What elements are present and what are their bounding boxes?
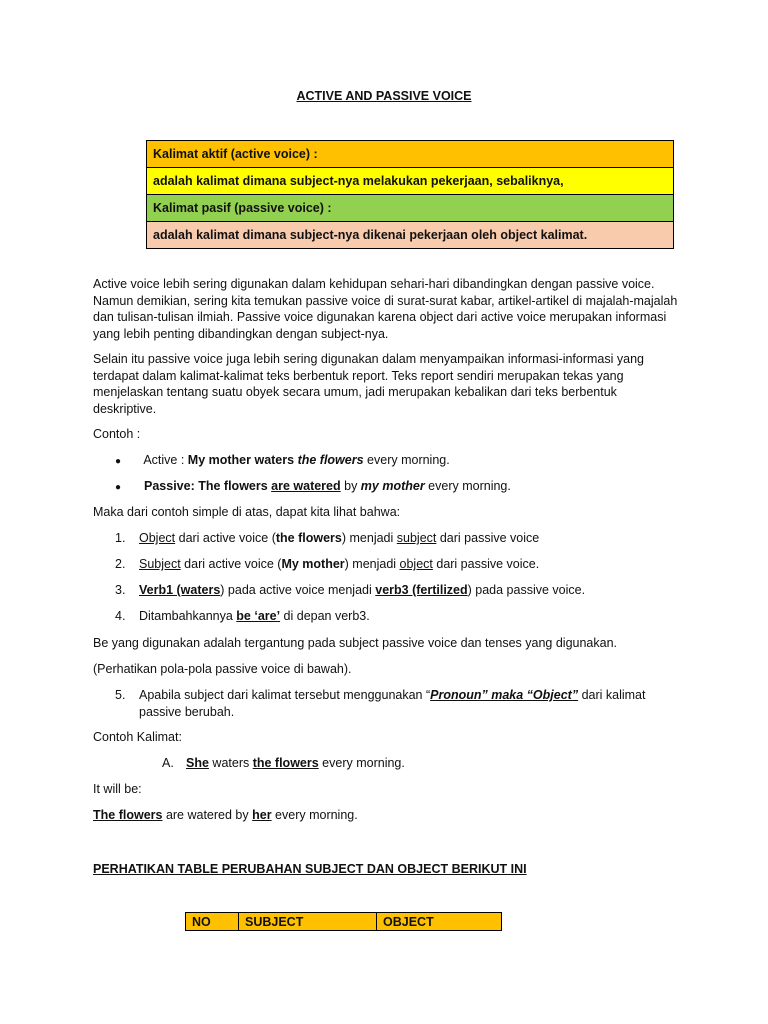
- definition-row-passive-heading: [147, 195, 674, 222]
- it-will-be: It will be:: [93, 782, 142, 796]
- be-line: Be yang digunakan adalah tergantung pada subject passive voice dan tenses yang digunakan.: [93, 636, 617, 650]
- numbered-item-2: 2. Subject dari active voice (My mother) menjadi object dari passive voice.: [115, 557, 540, 571]
- table-header-object: OBJECT: [377, 913, 502, 931]
- bullet-passive: ● Passive: The flowers are watered by my mother every morning.: [115, 479, 511, 493]
- paragraph-2: Selain itu passive voice juga lebih sering digunakan dalam menyampaikan informasi-informasi yang terdapat dalam kalimat-kalimat teks berbentuk report. Teks report sendiri merupakan tekas yang menjelaskan tentang suatu obyek secara umum, jadi merupakan kebalikan dari teks berbentuk deskriptive.: [93, 352, 644, 416]
- definition-cell: adalah kalimat dimana subject-nya dikenai pekerjaan oleh object kalimat.: [147, 222, 674, 249]
- definition-cell: Kalimat aktif (active voice) :: [147, 141, 674, 168]
- page-title: ACTIVE AND PASSIVE VOICE: [296, 89, 472, 103]
- numbered-item-4: 4. Ditambahkannya be ‘are’ di depan verb3.: [115, 609, 370, 623]
- contoh-label: Contoh :: [93, 427, 141, 441]
- maka-line: Maka dari contoh simple di atas, dapat kita lihat bahwa:: [93, 505, 401, 519]
- numbered-item-1: 1. Object dari active voice (the flowers) menjadi subject dari passive voice: [115, 531, 540, 545]
- section-heading: PERHATIKAN TABLE PERUBAHAN SUBJECT DAN OBJECT BERIKUT INI: [93, 862, 527, 876]
- definition-table: [146, 140, 674, 249]
- bullet-dot: ●: [115, 456, 122, 467]
- passive-example: The flowers are watered by her every morning.: [93, 808, 358, 822]
- definition-cell: Kalimat pasif (passive voice) :: [147, 195, 674, 222]
- table-header-row: [186, 913, 502, 931]
- bullet-active: ● Active : My mother waters the flowers every morning.: [115, 453, 450, 467]
- perhatikan-line: (Perhatikan pola-pola passive voice di bawah).: [93, 662, 352, 676]
- definition-row-active-desc: [147, 168, 674, 195]
- definition-row-active-heading: [147, 141, 674, 168]
- definition-cell: adalah kalimat dimana subject-nya melakukan pekerjaan, sebaliknya,: [147, 168, 674, 195]
- numbered-item-5: 5. Apabila subject dari kalimat tersebut menggunakan “Pronoun” maka “Object” dari kalimat: [115, 688, 646, 702]
- subject-object-table: [185, 912, 502, 931]
- table-header-subject: SUBJECT: [239, 913, 377, 931]
- contoh-kalimat-label: Contoh Kalimat:: [93, 730, 182, 744]
- table-header-no: NO: [186, 913, 239, 931]
- example-a: A. She waters the flowers every morning.: [162, 756, 405, 770]
- numbered-item-3: 3. Verb1 (waters) pada active voice menjadi verb3 (fertilized) pada passive voice.: [115, 583, 586, 597]
- definition-row-passive-desc: [147, 222, 674, 249]
- numbered-item-5-cont: passive berubah.: [139, 705, 235, 719]
- bullet-dot: ●: [115, 482, 122, 493]
- paragraph-1: Active voice lebih sering digunakan dalam kehidupan sehari-hari dibandingkan dengan passive voice. Namun demikian, sering kita temukan passive voice di surat-surat kabar, artikel-artikel di majalah-majalah dan tulisan-tulisan ilmiah. Passive voice digunakan karena object dari active voice merupakan informasi yang lebih penting dibandingkan dengan subject-nya.: [93, 277, 678, 341]
